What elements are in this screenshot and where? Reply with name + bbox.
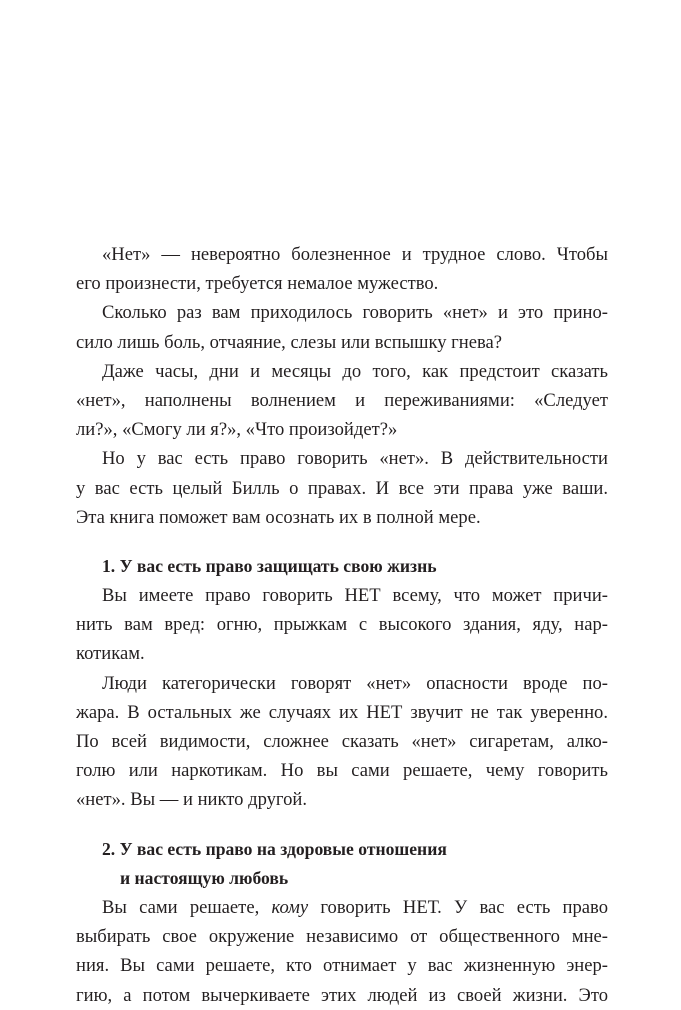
section-1-paragraph-1: [76, 581, 608, 669]
text-line: жара. В остальных же случаях их НЕТ звучит не так уверенно.: [76, 701, 608, 723]
paragraph-1: [76, 240, 608, 298]
text-run: Вы сами решаете,: [102, 896, 272, 918]
text-line: у вас есть целый Билль о правах. И все эти права уже ваши.: [76, 477, 608, 499]
text-run: говорить НЕТ. У вас есть право: [308, 896, 608, 918]
text-line: котикам.: [76, 643, 145, 665]
text-line: ли?», «Смогу ли я?», «Что произойдет?»: [76, 419, 398, 441]
emphasis-text: кому: [271, 896, 309, 918]
text-line: По всей видимости, сложнее сказать «нет» сигаретам, алко-: [76, 731, 608, 752]
section-spacer: [76, 815, 608, 835]
section-1: [76, 552, 608, 815]
section-heading-continuation: и настоящую любовь: [120, 867, 289, 888]
paragraph-4: [76, 444, 608, 532]
text-line: его произнести, требуется немалое мужество.: [76, 273, 439, 295]
text-line: «Нет» — невероятно болезненное и трудное слово. Чтобы: [102, 244, 608, 265]
text-line: «нет». Вы — и никто другой.: [76, 789, 307, 811]
text-line: Эта книга поможет вам осознать их в полной мере.: [76, 506, 481, 528]
text-line: Сколько раз вам приходилось говорить «нет» и это прино-: [102, 302, 608, 324]
text-line: нить вам вред: огню, прыжкам с высокого здания, яду, нар-: [76, 614, 608, 636]
section-1-paragraph-2: [76, 669, 608, 815]
text-line: Даже часы, дни и месяцы до того, как предстоит сказать: [102, 360, 608, 382]
section-2-paragraph-1: [76, 893, 608, 1010]
text-line: Но у вас есть право говорить «нет». В действительности: [102, 448, 608, 470]
page-text: [76, 240, 608, 1010]
section-heading: 1. У вас есть право защищать свою жизнь: [102, 555, 437, 576]
paragraph-2: [76, 298, 608, 356]
text-line: Люди категорически говорят «нет» опасности вроде по-: [102, 672, 608, 694]
section-heading: 2. У вас есть право на здоровые отношения: [102, 838, 447, 859]
text-line: гию, а потом вычеркиваете этих людей из своей жизни. Это: [76, 984, 608, 1006]
section-2: [76, 835, 608, 1010]
text-line: [76, 893, 608, 922]
text-line: «нет», наполнены волнением и переживаниями: «Следует: [76, 389, 608, 411]
text-line: ния. Вы сами решаете, кто отнимает у вас жизненную энер-: [76, 955, 608, 977]
section-spacer: [76, 532, 608, 552]
text-line: голю или наркотикам. Но вы сами решаете, чему говорить: [76, 760, 608, 782]
text-line: выбирать свое окружение независимо от общественного мне-: [76, 926, 608, 948]
paragraph-3: [76, 357, 608, 445]
text-line: сило лишь боль, отчаяние, слезы или вспышку гнева?: [76, 331, 503, 353]
text-line: Вы имеете право говорить НЕТ всему, что может причи-: [102, 585, 608, 607]
